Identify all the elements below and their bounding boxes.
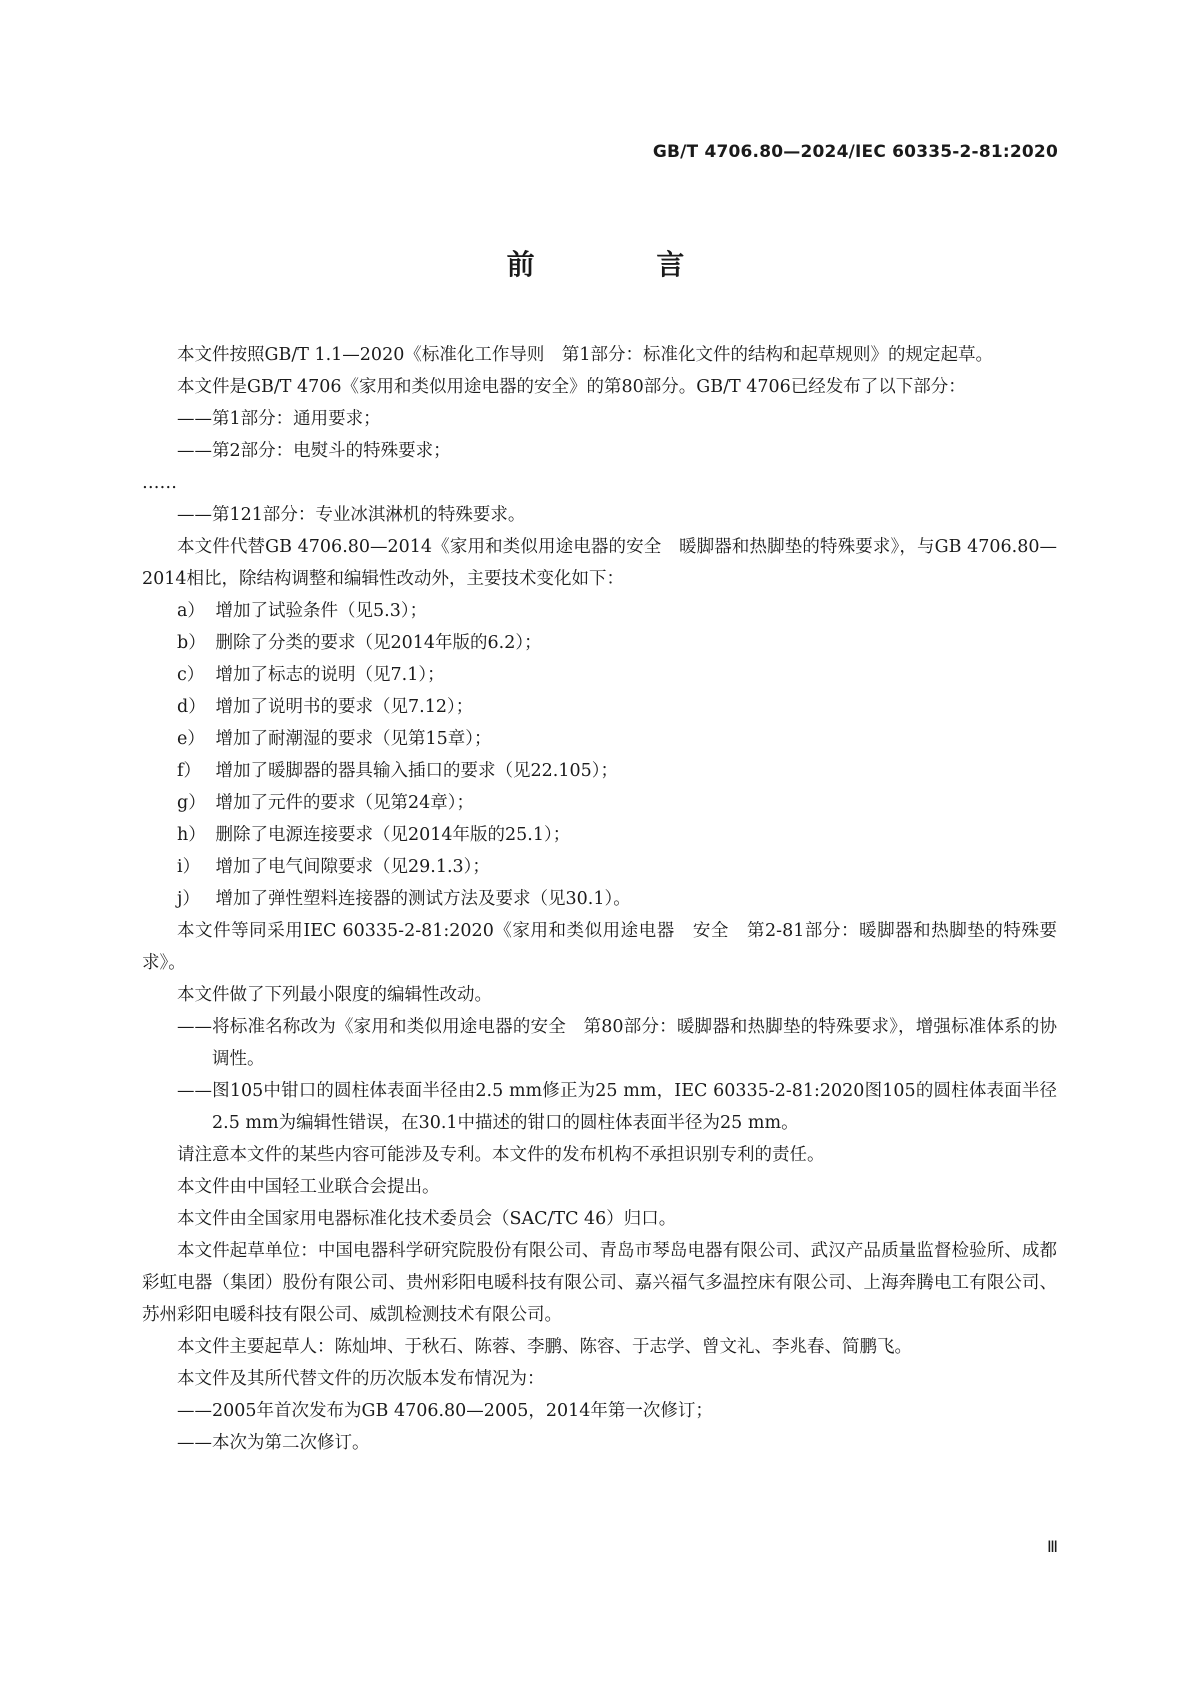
paragraph-proposed-by: 本文件由中国轻工业联合会提出。 xyxy=(177,1177,440,1197)
change-text: 删除了电源连接要求（见2014年版的25.1）； xyxy=(215,825,571,845)
change-label: f） xyxy=(177,761,201,781)
change-list-item xyxy=(142,851,1057,883)
editorial-change-item: ——图105中钳口的圆柱体表面半径由2.5 mm修正为25 mm，IEC 60335-2-81:2020图105的圆柱体表面半径2.5 mm为编辑性错误，在30.1中描述的钳口的圆柱体表面半径为25 mm。 xyxy=(177,1081,1057,1133)
paragraph-replaces: 本文件代替GB 4706.80—2014《家用和类似用途电器的安全 暖脚器和热脚垫的特殊要求》，与GB 4706.80—2014相比，除结构调整和编辑性改动外，主要技术变化如下： xyxy=(142,537,1057,589)
change-list-item xyxy=(142,723,1057,755)
change-text: 增加了元件的要求（见第24章）； xyxy=(215,793,475,813)
change-list-item xyxy=(142,755,1057,787)
part-list-item: ——第121部分：专业冰淇淋机的特殊要求。 xyxy=(177,505,526,525)
change-text: 删除了分类的要求（见2014年版的6.2）； xyxy=(215,633,542,653)
change-list-item xyxy=(142,627,1057,659)
change-label: c） xyxy=(177,665,205,685)
standard-number-header: GB/T 4706.80—2024/IEC 60335-2-81:2020 xyxy=(652,142,1058,162)
change-list-item xyxy=(142,883,1057,915)
paragraph-under-jurisdiction: 本文件由全国家用电器标准化技术委员会（SAC/TC 46）归口。 xyxy=(177,1209,677,1229)
change-label: b） xyxy=(177,633,206,653)
page-title: 前 言 xyxy=(506,248,741,281)
change-text: 增加了弹性塑料连接器的测试方法及要求（见30.1）。 xyxy=(215,889,631,909)
part-list-item: ——第1部分：通用要求； xyxy=(177,409,381,429)
change-label: g） xyxy=(177,793,206,813)
change-list-item xyxy=(142,691,1057,723)
paragraph-drafting-rules: 本文件按照GB/T 1.1—2020《标准化工作导则 第1部分：标准化文件的结构和起草规则》的规定起草。 xyxy=(177,345,993,365)
change-list-item xyxy=(142,819,1057,851)
change-text: 增加了暖脚器的器具输入插口的要求（见22.105）； xyxy=(215,761,618,781)
version-history-item: ——2005年首次发布为GB 4706.80—2005，2014年第一次修订； xyxy=(177,1401,713,1421)
version-history-item: ——本次为第二次修订。 xyxy=(177,1433,370,1453)
change-text: 增加了试验条件（见5.3）； xyxy=(215,601,428,621)
part-list-item: ——第2部分：电熨斗的特殊要求； xyxy=(177,441,451,461)
part-list-ellipsis: …… xyxy=(142,473,177,493)
change-label: j） xyxy=(177,889,200,909)
change-text: 增加了说明书的要求（见7.12）； xyxy=(215,697,474,717)
page-number: Ⅲ xyxy=(1046,1537,1058,1556)
change-text: 增加了耐潮湿的要求（见第15章）； xyxy=(215,729,492,749)
change-label: d） xyxy=(177,697,206,717)
change-label: a） xyxy=(177,601,205,621)
paragraph-patent-notice: 请注意本文件的某些内容可能涉及专利。本文件的发布机构不承担识别专利的责任。 xyxy=(177,1145,825,1165)
change-list-item xyxy=(142,659,1057,691)
editorial-change-item: ——将标准名称改为《家用和类似用途电器的安全 第80部分：暖脚器和热脚垫的特殊要求》，增强标准体系的协调性。 xyxy=(177,1017,1057,1069)
foreword-body xyxy=(142,339,1057,1459)
paragraph-version-history: 本文件及其所代替文件的历次版本发布情况为： xyxy=(177,1369,545,1389)
change-text: 增加了标志的说明（见7.1）； xyxy=(215,665,445,685)
paragraph-principal-drafters: 本文件主要起草人：陈灿坤、于秋石、陈蓉、李鹏、陈容、于志学、曾文礼、李兆春、简鹏飞。 xyxy=(177,1337,912,1357)
paragraph-drafting-organizations: 本文件起草单位：中国电器科学研究院股份有限公司、青岛市琴岛电器有限公司、武汉产品质量监督检验所、成都彩虹电器（集团）股份有限公司、贵州彩阳电暖科技有限公司、嘉兴福气多温控床有限公司、上海奔腾电工有限公司、苏州彩阳电暖科技有限公司、威凯检测技术有限公司。 xyxy=(142,1241,1057,1325)
paragraph-series-parts: 本文件是GB/T 4706《家用和类似用途电器的安全》的第80部分。GB/T 4706已经发布了以下部分： xyxy=(177,377,966,397)
change-label: e） xyxy=(177,729,205,749)
change-label: i） xyxy=(177,857,201,877)
change-list-item xyxy=(142,595,1057,627)
paragraph-editorial-changes: 本文件做了下列最小限度的编辑性改动。 xyxy=(177,985,492,1005)
change-label: h） xyxy=(177,825,206,845)
change-list-item xyxy=(142,787,1057,819)
paragraph-adoption: 本文件等同采用IEC 60335-2-81:2020《家用和类似用途电器 安全 第2-81部分：暖脚器和热脚垫的特殊要求》。 xyxy=(142,921,1057,973)
change-text: 增加了电气间隙要求（见29.1.3）； xyxy=(215,857,490,877)
